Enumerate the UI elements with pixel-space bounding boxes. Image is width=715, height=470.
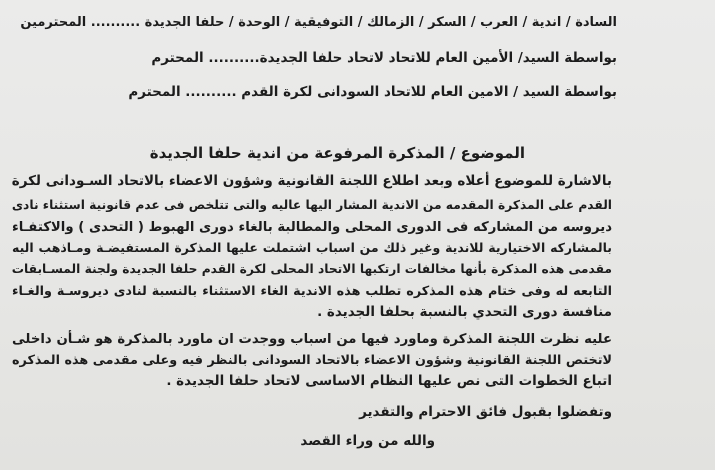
paragraph1-line: بالمشاركه الاختيارية للاندية وغير ذلك من اسباب اشتملت عليها المذكرة المستفيضـة ومـاذهب اليه	[12, 240, 612, 255]
paragraph2-line: لاتختص اللجنة القانونية وشؤون الاعضاء بالاتحاد السودانى بالنظر فيه وعلى مقدمى هذه المذكره	[12, 353, 612, 368]
addressee-line-local-secretary: بواسطة السيد/ الأمين العام للاتحاد لاتحاد حلفا الجديدة.......... المحترم	[151, 50, 617, 66]
paragraph1-line: بالاشارة للموضوع أعلاه وبعد اطلاع اللجنة القانونية وشؤون الاعضاء بالاتحاد السـودانى لكرة	[11, 173, 612, 189]
signoff-line: والله من وراء القصد	[300, 433, 435, 449]
paragraph1-line: مقدمى هذه المذكرة بأنها مخالفات ارتكبها الاتحاد المحلى لكرة القدم حلفا الجديدة ولجنة المسـابقات	[11, 262, 612, 276]
paragraph1-line: ديروسه من المشاركه فى الدورى المحلى والمطالبة بالغاء دورى الهبوط ( التحدى ) والاكتفـاء	[12, 220, 612, 235]
paragraph2-last-line: اتباع الخطوات التى نص عليها النظام الاساسى لاتحاد حلفا الجديدة .	[166, 373, 612, 389]
paragraph1-line: القدم على المذكرة المقدمه من الاندية المشار اليها عاليه والتى تتلخص فى عدم قانونية استثناء نادى	[11, 198, 612, 212]
closing-line: وتفضلوا بقبول فائق الاحترام والتقدير	[359, 404, 612, 420]
paragraph1-last-line: منافسة دورى التحدي بالنسبة بحلفا الجديدة .	[317, 304, 612, 320]
addressee-line-clubs: السادة / اندية / العرب / السكر / الزمالك / التوفيقية / الوحدة / حلفا الجديدة .......... المحترمين	[20, 15, 617, 30]
paragraph1-line: التابعه له وفى ختام هذه المذكره تطلب هذه الاندية الغاء الاستثناء بالنسبة لنادى ديروسـة والغـاء	[12, 284, 612, 299]
paragraph2-line: عليه نظرت اللجنة المذكرة وماورد فيها من اسباب ووجدت ان ماورد بالمذكرة هو شـأن داخلى	[12, 332, 612, 347]
addressee-line-national-secretary: بواسطة السيد / الامين العام للاتحاد السودانى لكرة القدم .......... المحترم	[128, 84, 617, 100]
subject-line: الموضوع / المذكرة المرفوعة من اندية حلفا الجديدة	[149, 144, 525, 162]
